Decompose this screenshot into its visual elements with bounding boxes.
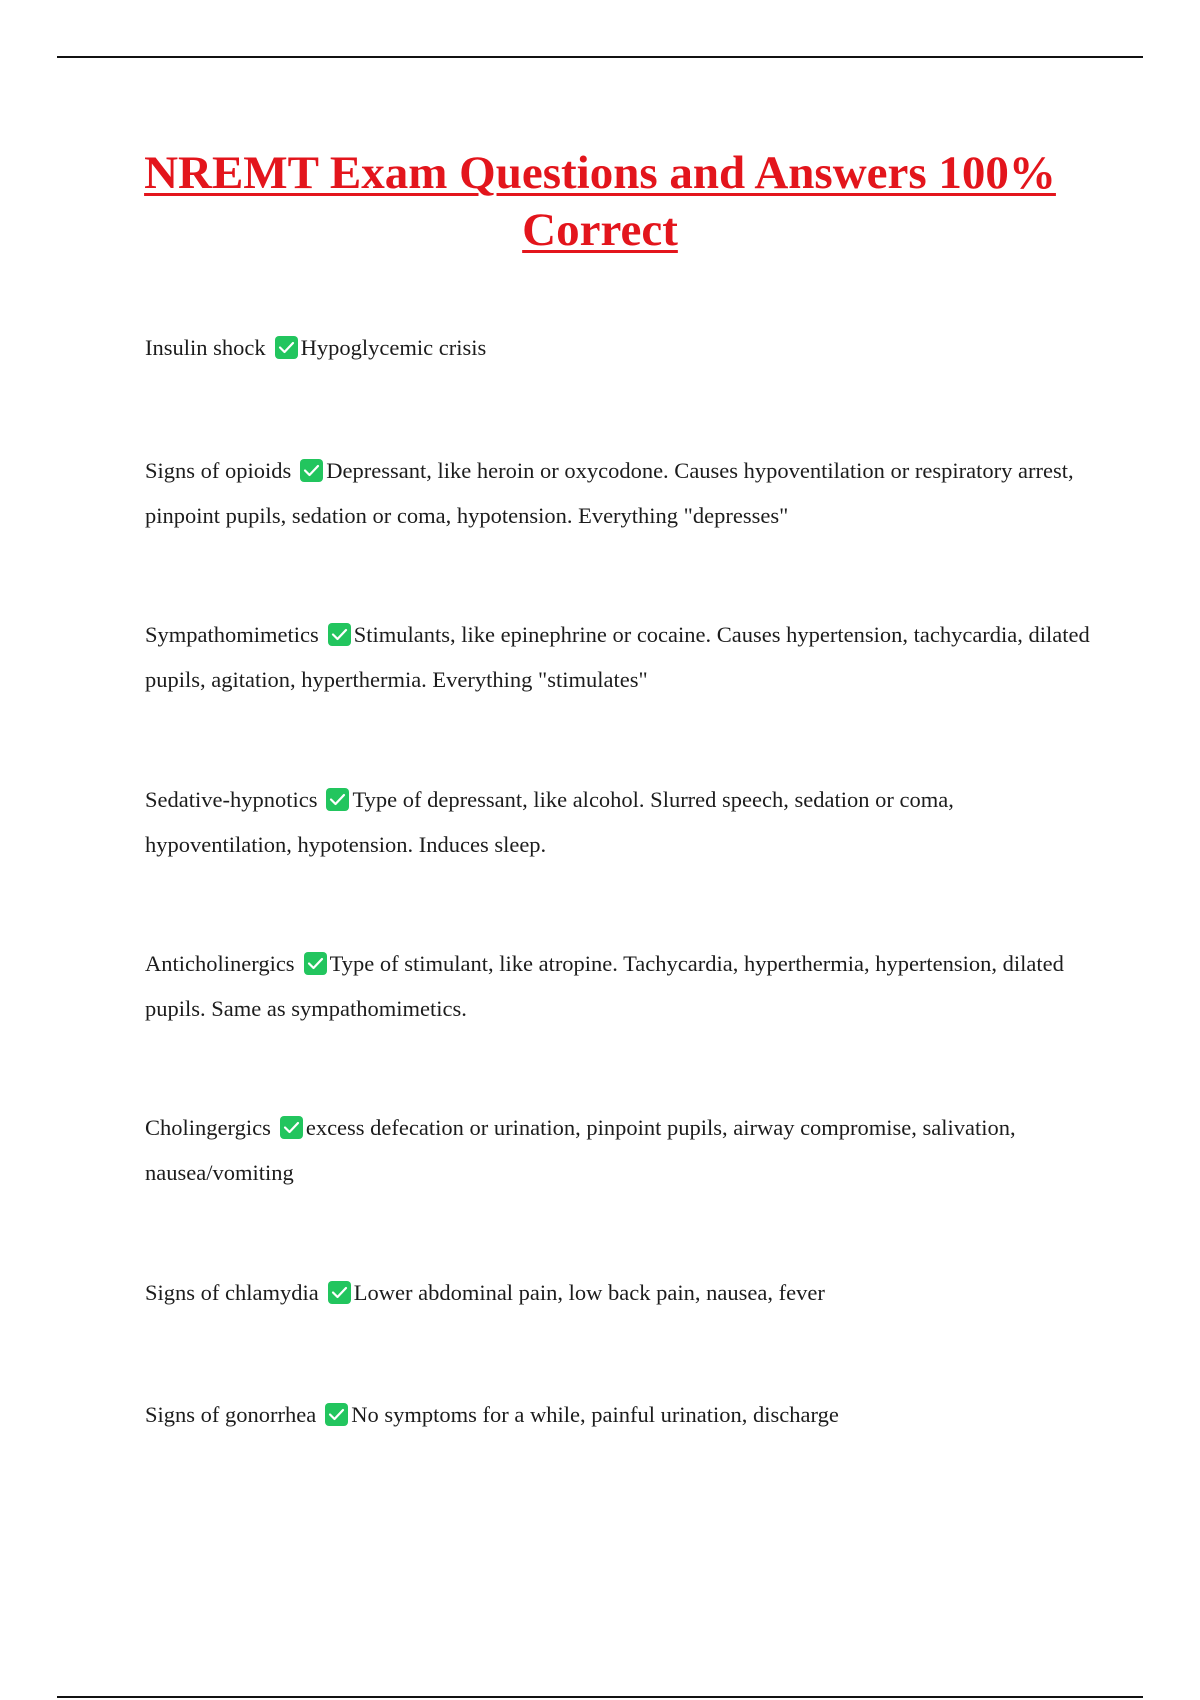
check-mark-icon <box>280 1116 303 1139</box>
qa-item <box>145 1270 1090 1315</box>
qa-answer: Hypoglycemic crisis <box>300 335 487 360</box>
check-mark-icon <box>328 1281 351 1304</box>
qa-answer: No symptoms for a while, painful urination, discharge <box>351 1402 839 1427</box>
qa-term: Insulin shock <box>145 335 266 360</box>
check-mark-icon <box>304 952 327 975</box>
document-title: NREMT Exam Questions and Answers 100% Correct <box>144 147 1056 256</box>
qa-item <box>145 325 1090 370</box>
qa-item <box>145 448 1090 538</box>
qa-term: Signs of gonorrhea <box>145 1402 317 1427</box>
qa-term: Signs of chlamydia <box>145 1280 319 1305</box>
qa-item <box>145 777 1090 867</box>
check-mark-icon <box>275 336 298 359</box>
bottom-rule <box>57 1696 1143 1698</box>
qa-item <box>145 1105 1090 1195</box>
qa-answer: Stimulants, like epinephrine or cocaine. Causes hypertension, tachycardia, dilated pupils, agitation, hyperthermia. Everything "stimulates" <box>145 622 1090 692</box>
qa-answer: Type of stimulant, like atropine. Tachycardia, hyperthermia, hypertension, dilated pupils. Same as sympathomimetics. <box>145 951 1064 1021</box>
check-mark-icon <box>325 1403 348 1426</box>
qa-term: Cholingergics <box>145 1115 271 1140</box>
qa-answer: Type of depressant, like alcohol. Slurred speech, sedation or coma, hypoventilation, hypotension. Induces sleep. <box>145 787 954 857</box>
check-mark-icon <box>326 788 349 811</box>
qa-answer: Lower abdominal pain, low back pain, nausea, fever <box>353 1280 825 1305</box>
check-mark-icon <box>300 459 323 482</box>
qa-term: Sedative-hypnotics <box>145 787 318 812</box>
check-mark-icon <box>328 623 351 646</box>
top-rule <box>57 56 1143 58</box>
qa-term: Anticholinergics <box>145 951 295 976</box>
qa-term: Sympathomimetics <box>145 622 319 647</box>
qa-item <box>145 612 1090 702</box>
qa-item <box>145 941 1090 1031</box>
qa-term: Signs of opioids <box>145 458 292 483</box>
qa-item <box>145 1392 1090 1437</box>
qa-answer: excess defecation or urination, pinpoint pupils, airway compromise, salivation, nausea/vomiting <box>145 1115 1016 1185</box>
qa-answer: Depressant, like heroin or oxycodone. Causes hypoventilation or respiratory arrest, pinpoint pupils, sedation or coma, hypotension. Everything "depresses" <box>145 458 1074 528</box>
